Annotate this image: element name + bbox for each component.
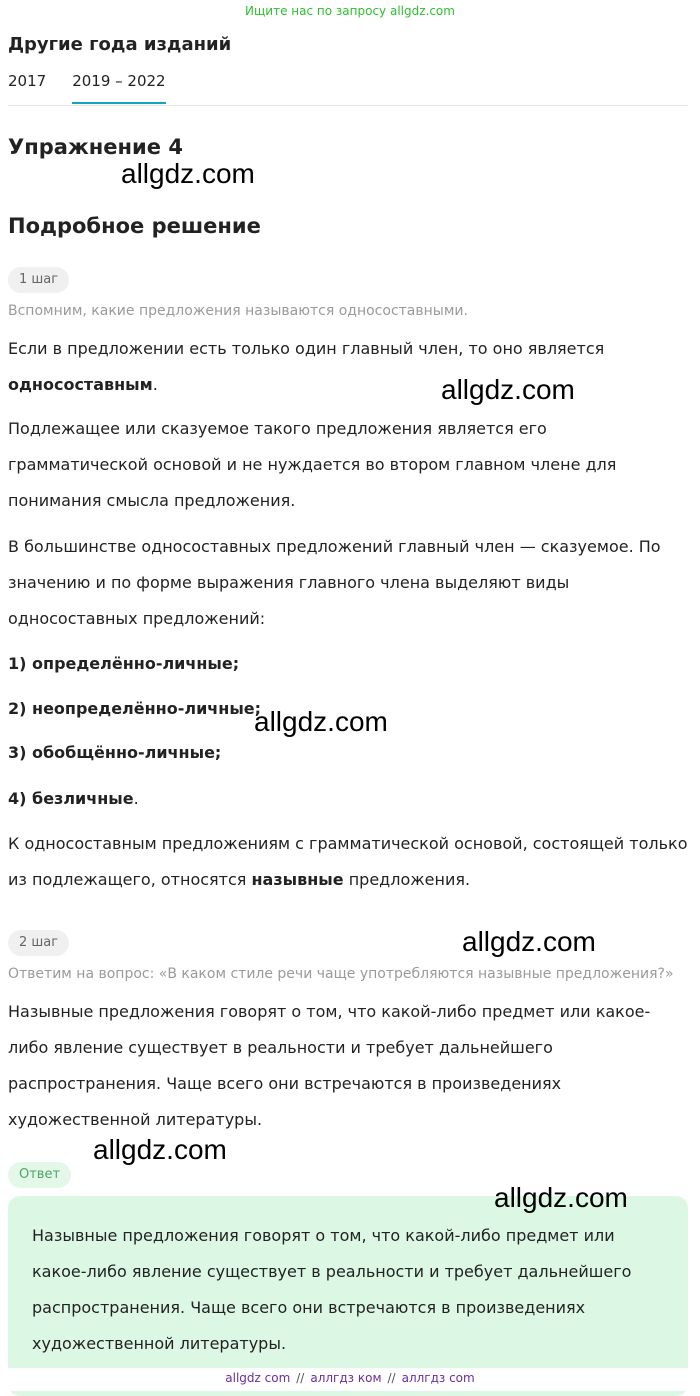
- step-2-paragraph-1: Назывные предложения говорят о том, что какой-либо предмет или какое-либо явление существует в реальности и требует дальнейшего распространения. Чаще всего они встречаются в произведениях художественной литературы.: [8, 1002, 651, 1129]
- type-label: 4) безличные: [8, 789, 134, 808]
- type-item: [8, 646, 688, 682]
- footer-link[interactable]: allgdz com: [225, 1371, 291, 1385]
- step-2-hint: Ответим на вопрос: «В каком стиле речи чаще употребляются назывные предложения?»: [8, 966, 674, 982]
- step-2-badge: 2 шаг: [8, 930, 69, 956]
- editions-tabs: [8, 72, 166, 104]
- watermark: allgdz.com: [121, 158, 255, 189]
- step-1-badge: 1 шаг: [8, 267, 69, 293]
- step-1-hint: Вспомним, какие предложения называются односоставными.: [8, 303, 468, 319]
- footer-link[interactable]: аллгдз ком: [310, 1371, 382, 1385]
- watermark: allgdz.com: [441, 374, 575, 405]
- footer-separator: //: [387, 1371, 396, 1385]
- exercise-title: Упражнение 4: [8, 135, 183, 159]
- step-1-paragraph-4: [8, 826, 688, 898]
- answer-box: [8, 1196, 688, 1396]
- watermark: allgdz.com: [254, 706, 388, 737]
- answer-text: Назывные предложения говорят о том, что какой-либо предмет или какое-либо явление существует в реальности и требует дальнейшего распространения. Чаще всего они встречаются в произведениях художественной литературы.: [32, 1226, 632, 1353]
- text: .: [133, 789, 139, 808]
- tabs-divider: [8, 105, 688, 106]
- footer-link[interactable]: аллгдз com: [401, 1371, 475, 1385]
- bold-term: назывные: [251, 870, 344, 889]
- tab-2019-2022[interactable]: 2019 – 2022: [72, 72, 165, 104]
- step-1-paragraph-3: В большинстве односоставных предложений главный член — сказуемое. По значению и по форме выражения главного члена выделяют виды односоставных предложений:: [8, 537, 661, 628]
- solution-title: Подробное решение: [8, 214, 261, 238]
- type-label: 1) определённо-личные;: [8, 654, 240, 673]
- editions-heading: Другие года изданий: [8, 34, 232, 55]
- step-1-paragraph-2: Подлежащее или сказуемое такого предложения является его грамматической основой и не нуждается во втором главном члене для понимания смысла предложения.: [8, 419, 617, 510]
- type-item: [8, 781, 688, 817]
- text: К односоставным предложениям с грамматической основой, состоящей только из подлежащего, относятся: [8, 834, 688, 889]
- footer-separator: //: [296, 1371, 305, 1385]
- watermark: allgdz.com: [494, 1182, 628, 1213]
- type-label: 3) обобщённо-личные;: [8, 743, 222, 762]
- search-hint-banner: Ищите нас по запросу allgdz.com: [245, 4, 455, 18]
- text: .: [152, 375, 158, 394]
- step-1-paragraph-1: [8, 331, 688, 403]
- text: предложения.: [343, 870, 471, 889]
- watermark: allgdz.com: [93, 1134, 227, 1165]
- answer-badge: Ответ: [8, 1162, 71, 1188]
- type-label: 2) неопределённо-личные;: [8, 699, 262, 718]
- watermark: allgdz.com: [462, 926, 596, 957]
- type-item: [8, 735, 688, 771]
- tab-2017[interactable]: 2017: [8, 72, 47, 90]
- bold-term: односоставным: [8, 375, 153, 394]
- text: Если в предложении есть только один главный член, то оно является: [8, 339, 605, 358]
- footer-links: [0, 1368, 700, 1391]
